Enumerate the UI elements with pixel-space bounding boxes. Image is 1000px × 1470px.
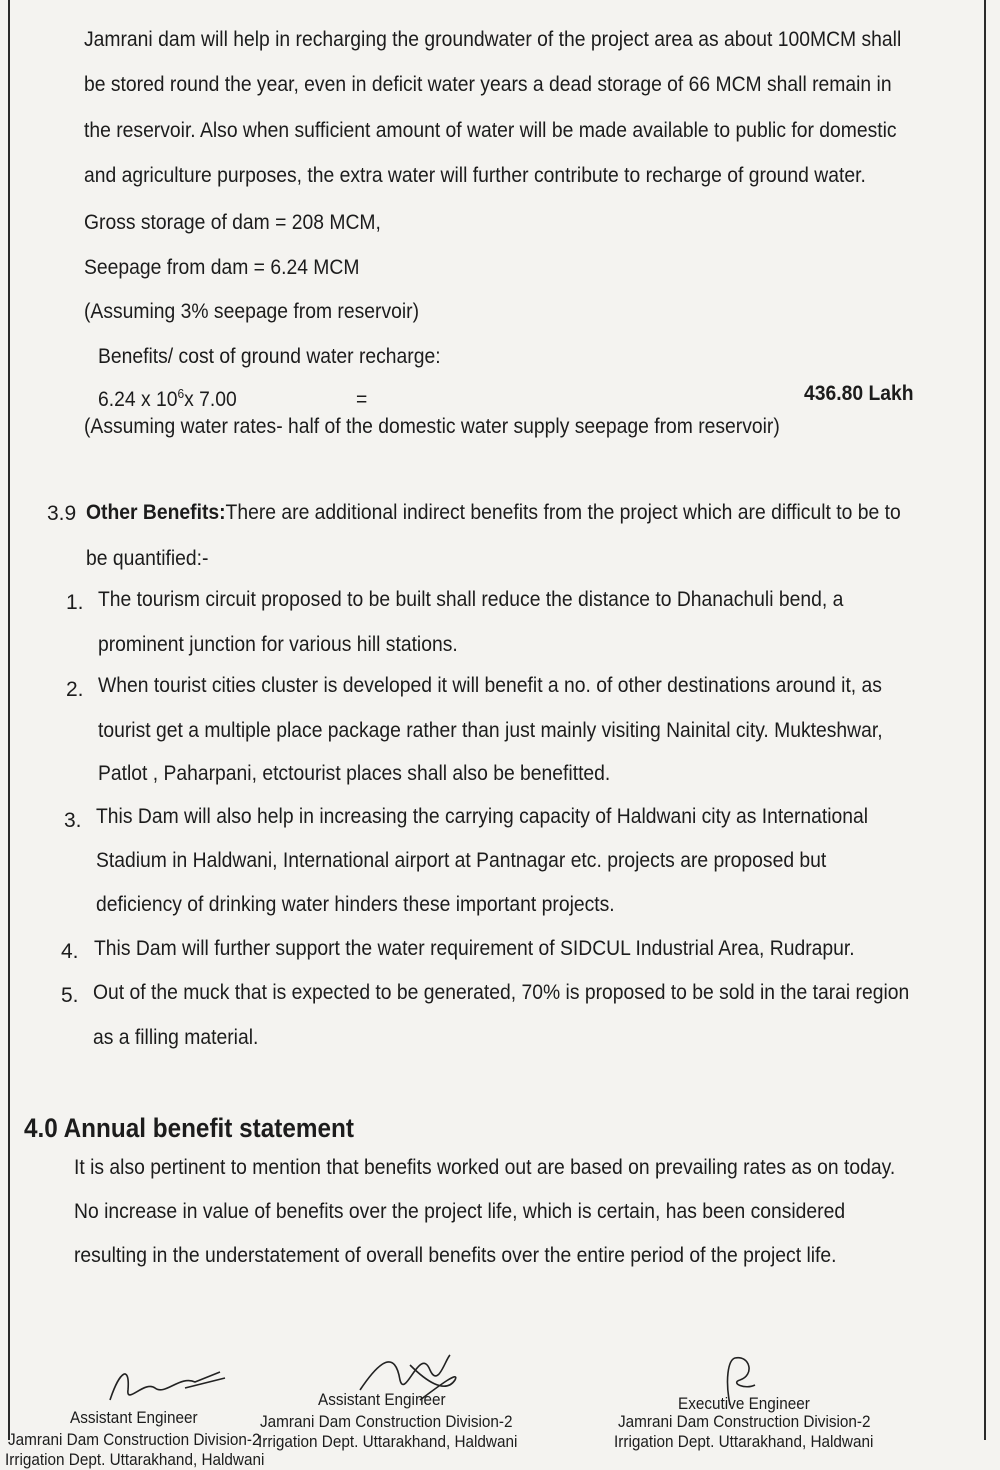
list-item-line: When tourist cities cluster is developed it will benefit a no. of other destinations around it, as [98, 674, 882, 697]
annual-line: resulting in the understatement of overall benefits over the entire period of the project life. [74, 1244, 837, 1267]
other-benefits-intro-cont: be quantified:- [86, 547, 209, 570]
section-heading: 4.0 Annual benefit statement [24, 1113, 354, 1143]
seepage-line: Seepage from dam = 6.24 MCM [84, 256, 360, 279]
gross-storage-line: Gross storage of dam = 208 MCM, [84, 211, 381, 234]
list-number: 5. [61, 984, 79, 1007]
list-item-line: Out of the muck that is expected to be generated, 70% is proposed to be sold in the tarai region [93, 981, 910, 1004]
paragraph-line: Jamrani dam will help in recharging the groundwater of the project area as about 100MCM shall [84, 28, 902, 51]
list-item-line: deficiency of drinking water hinders these important projects. [96, 893, 615, 916]
signature-division: Jamrani Dam Construction Division-2 [260, 1412, 513, 1431]
list-item-line: tourist get a multiple place package rather than just mainly visiting Nainital city. Mukteshwar, [98, 719, 883, 742]
list-item-line: prominent junction for various hill stations. [98, 633, 458, 656]
signature-title: Assistant Engineer [70, 1408, 198, 1427]
list-number: 3. [64, 809, 82, 832]
list-number: 4. [61, 940, 79, 963]
signature-dept: Irrigation Dept. Uttarakhand, Haldwani [258, 1432, 518, 1451]
page-border-right [984, 0, 986, 1440]
page-border-left [8, 0, 10, 1440]
paragraph-line: be stored round the year, even in deficit water years a dead storage of 66 MCM shall remain in [84, 73, 892, 96]
paragraph-line: the reservoir. Also when sufficient amount of water will be made available to public for domestic [84, 119, 897, 142]
list-item-line: This Dam will further support the water requirement of SIDCUL Industrial Area, Rudrapur. [94, 937, 855, 960]
result-value: 436.80 Lakh [804, 382, 914, 405]
list-item-line: The tourism circuit proposed to be built shall reduce the distance to Dhanachuli bend, a [98, 588, 844, 611]
list-item-line: Patlot , Paharpani, etctourist places shall also be benefitted. [98, 762, 611, 785]
signature-scribble [100, 1360, 240, 1410]
signature-division: Jamrani Dam Construction Division-2 [8, 1430, 261, 1449]
signature-division: Jamrani Dam Construction Division-2 [618, 1412, 871, 1431]
list-number: 1. [66, 591, 84, 614]
list-item-line: as a filling material. [93, 1026, 259, 1049]
list-item-line: This Dam will also help in increasing the carrying capacity of Haldwani city as International [96, 805, 869, 828]
paragraph-line: and agriculture purposes, the extra water will further contribute to recharge of ground water. [84, 164, 866, 187]
benefits-label: Benefits/ cost of ground water recharge: [98, 345, 441, 368]
signature-dept: Irrigation Dept. Uttarakhand, Haldwani [5, 1450, 265, 1469]
equals-sign: = [356, 388, 368, 411]
formula: 6.24 x $10^6x$ 7.00 [98, 386, 237, 411]
section-title: Other Benefits: [86, 501, 226, 524]
seepage-assumption: (Assuming 3% seepage from reservoir) [84, 300, 420, 323]
annual-line: No increase in value of benefits over the project life, which is certain, has been considered [74, 1200, 846, 1223]
list-number: 2. [66, 678, 84, 701]
signature-title: Executive Engineer [678, 1394, 810, 1413]
annual-line: It is also pertinent to mention that benefits worked out are based on prevailing rates as on today. [74, 1156, 896, 1179]
other-benefits-intro: Other Benefits:There are additional indirect benefits from the project which are difficult to be to [86, 501, 901, 524]
list-item-line: Stadium in Haldwani, International airport at Pantnagar etc. projects are proposed but [96, 849, 827, 872]
rate-note: (Assuming water rates- half of the domestic water supply seepage from reservoir) [84, 415, 780, 438]
signature-dept: Irrigation Dept. Uttarakhand, Haldwani [614, 1432, 874, 1451]
section-number: 3.9 [47, 502, 77, 525]
signature-title: Assistant Engineer [318, 1390, 446, 1409]
